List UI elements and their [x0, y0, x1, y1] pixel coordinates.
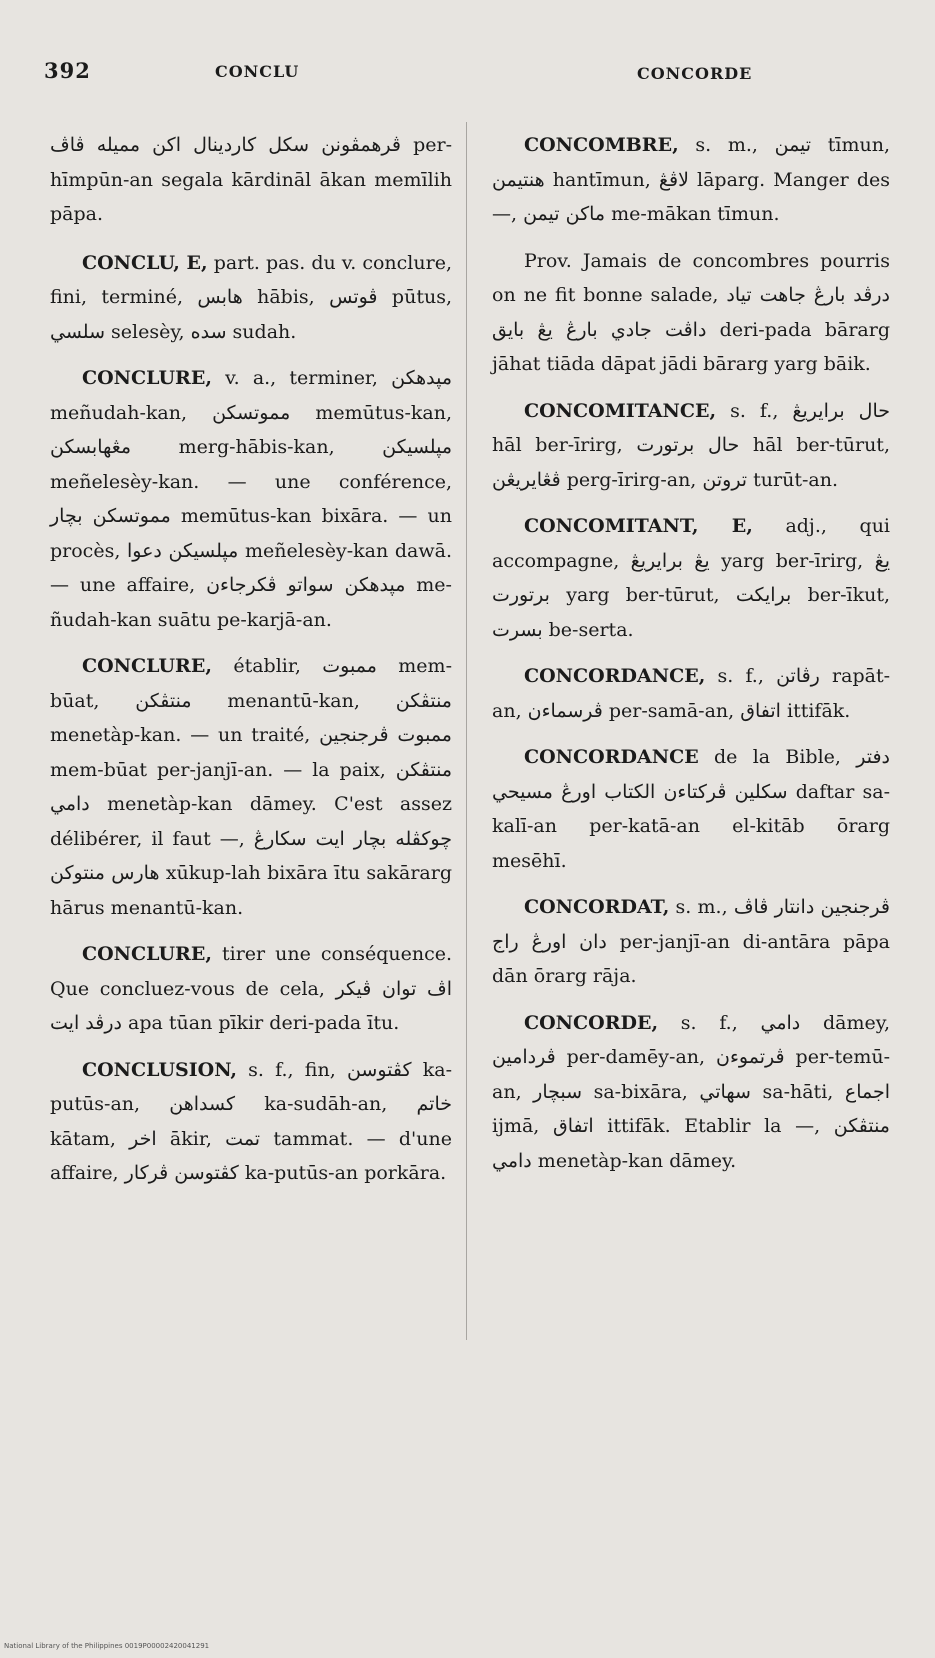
- headword: CONCORDE,: [524, 1011, 659, 1034]
- entry-text: part. pas. du v. conclure, fini, terminé, هابس hābis, ڤوتس pūtus, سلسي selesèy, سده sudah.: [50, 251, 452, 343]
- page-header: [0, 58, 935, 88]
- left-column: [50, 128, 452, 1203]
- entry-text: Prov. Jamais de concombres pourris on ne fit bonne salade, درڤد بارڠ جاهت تياد داڤت جادي بارڠ يڠ بايق deri-pada bārarg jāhat tiāda dāpat jādi bārarg yarg bāik.: [492, 249, 890, 375]
- entry-text: établir, ممبوت mem-būat, منتڤكن menantū-kan, منتڤكن menetàp-kan. — un traité, ممبوت ڤرجنجين mem-būat per-janjī-an. — la paix, منتڤكن دامي menetàp-kan dāmey. C'est assez délibérer, il faut —, چوكڤله بچار ايت سكارڠ هارس منتوكن xūkup-lah bixāra ītu sakārarg hārus menantū-kan.: [50, 655, 452, 919]
- entry-conclure-etablir: [50, 649, 452, 925]
- entry-text: s. m., تيمن tīmun, هنتيمن hantīmun, لاڤڠ lāparg. Manger des —, ماكن تيمن me-mākan tīmun.: [492, 134, 891, 225]
- entry-text: adj., qui accompagne, يڠ برايريڠ yarg ber-īrirg, يڠ برتورت yarg ber-tūrut, برايكت ber-īkut, بسرت be-serta.: [492, 515, 891, 641]
- entry-text: s. f., رڤاتن rapāt-an, ڤرسماءن per-samā-an, اتفاق ittifāk.: [492, 665, 891, 722]
- entry-concombre: [492, 128, 890, 232]
- headword: CONCORDANCE,: [524, 665, 706, 687]
- entry-paragraph: ڤرهمڤونن سكل كاردينال اكن مميله ڤاڤ per-hīmpūn-an segala kārdināl ākan memīlih pāpa.: [50, 134, 452, 225]
- entry-conclusion: [50, 1053, 452, 1191]
- entry-text: de la Bible, دفتر سكلين ڤركتاءن الكتاب اورڠ مسيحي daftar sa-kalī-an per-katā-an el-kitāb ōrarg mesēhī.: [492, 746, 890, 872]
- headword: CONCOMITANT, E,: [524, 515, 753, 537]
- column-divider: [466, 122, 467, 1340]
- entry-text: s. f., حال برايريڠ hāl ber-īrirg, حال برتورت hāl ber-tūrut, ڤڠايريڠن perg-īrirg-an, تروتن turūt-an.: [492, 399, 891, 491]
- page-number: 392: [44, 58, 91, 83]
- entry-text: s. f., دامي dāmey, ڤردامين per-damēy-an, ڤرتموءن per-temū-an, سبچار sa-bixāra, سهاتي sa-hāti, اجماع ijmā, اتفاق ittifāk. Etablir la —, منتڤكن دامي menetàp-kan dāmey.: [492, 1011, 890, 1172]
- entry-conclu: [50, 246, 452, 350]
- entry-conclure-terminer: [50, 361, 452, 637]
- entry-concorde: [492, 1006, 890, 1179]
- entry-text: v. a., terminer, مڽدهكن meñudah-kan, مموتسكن memūtus-kan, مڠهابسكن merg-hābis-kan, مڽلسيكن meñelesèy-kan. — une conférence, مموتسكن بچار memūtus-kan bixāra. — un procès, مڽلسيكن دعوا meñelesèy-kan dawā. — une affaire, مڽدهكن سواتو ڤكرجاءن me-ñudah-kan suātu pe-karjā-an.: [50, 367, 452, 631]
- entry-proverb: [492, 244, 890, 382]
- right-running-head: CONCORDE: [637, 64, 753, 83]
- entry-text: tirer une conséquence. Que concluez-vous de cela, اڤ توان ڤيكر درڤد ايت apa tūan pīkir deri-pada ītu.: [50, 943, 452, 1034]
- entry-text: s. f., fin, كڤتوسن ka-putūs-an, كسداهن ka-sudāh-an, خاتم kātam, اخر ākir, تمت tammat. — d'une affaire, كڤتوسن ڤركار ka-putūs-an porkāra.: [50, 1058, 453, 1184]
- headword: CONCORDAT,: [524, 896, 670, 918]
- entry-concomitance: [492, 394, 890, 498]
- entry-concordance: [492, 659, 890, 728]
- headword: CONCLURE,: [82, 655, 212, 677]
- left-running-head: CONCLU: [215, 62, 300, 81]
- entry-concordat: [492, 890, 890, 994]
- entry-text: s. m., ڤرجنجين دانتار ڤاڤ دان اورڠ راج per-janjī-an di-antāra pāpa dān ōrarg rāja.: [492, 896, 890, 987]
- headword: CONCLURE,: [82, 943, 212, 965]
- headword: CONCLUSION,: [82, 1058, 237, 1081]
- headword: CONCLU, E,: [82, 251, 208, 274]
- entry-concomitant: [492, 509, 890, 647]
- footer-credit: National Library of the Philippines 0019P00002420041291: [4, 1642, 210, 1650]
- headword: CONCLURE,: [82, 367, 212, 389]
- entry-conclure-tirer: [50, 937, 452, 1041]
- right-column: [492, 128, 890, 1190]
- headword: CONCORDANCE: [524, 746, 699, 768]
- headword: CONCOMBRE,: [524, 134, 679, 156]
- entry-concordance-bible: [492, 740, 890, 878]
- headword: CONCOMITANCE,: [524, 399, 717, 422]
